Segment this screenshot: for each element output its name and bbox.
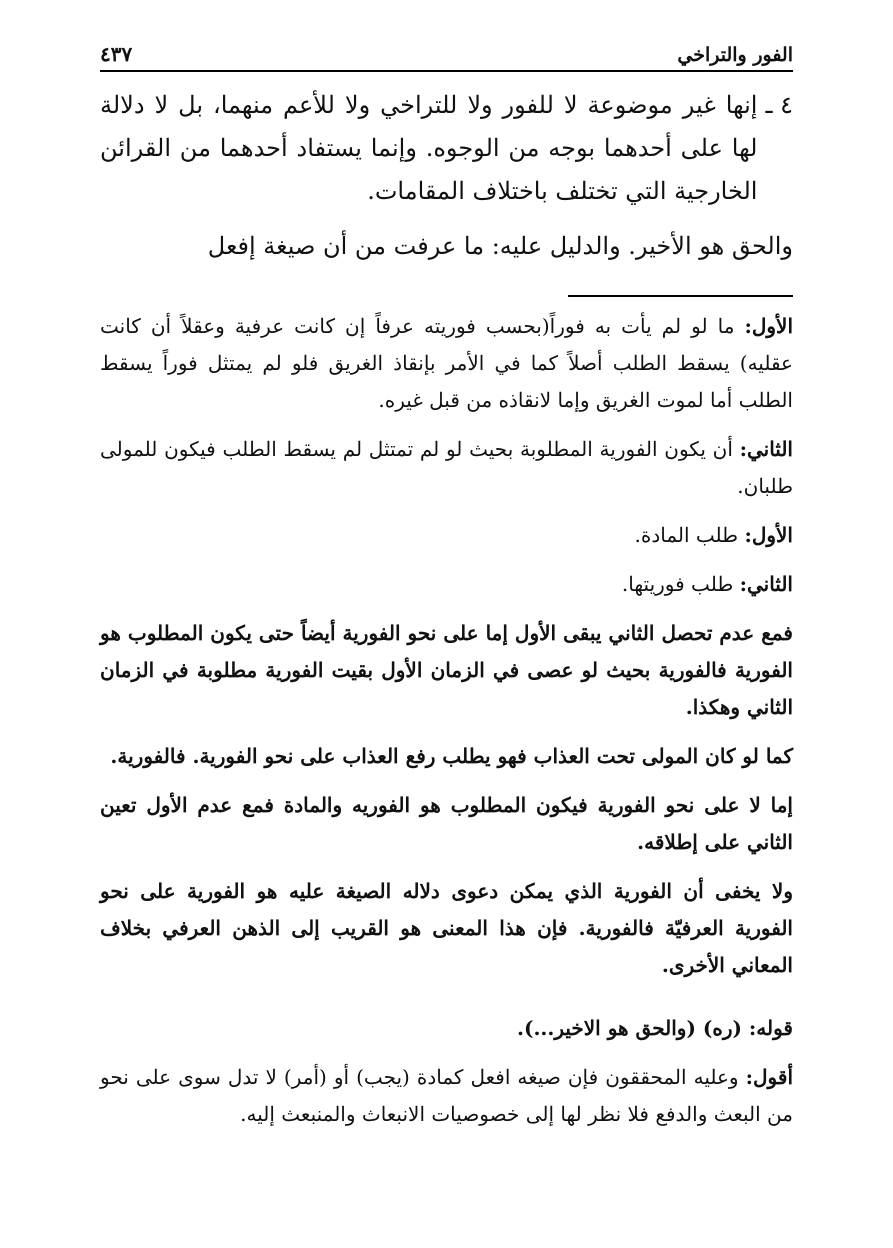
item-text: إنها غير موضوعة لا للفور ولا للتراخي ولا للأعم منهما، بل لا دلالة لها على أحدهما بوجه من الوجوه. وإنما يستفاد أحدهما من القرائن الخارجية التي تختلف باختلاف المقامات.	[100, 91, 758, 205]
page-number: ٤٣٧	[100, 42, 133, 66]
main-text	[100, 84, 793, 268]
footnote-paragraph: كما لو كان المولى تحت العذاب فهو يطلب رفع العذاب على نحو الفورية. فالفورية.	[110, 744, 793, 768]
footnote-label: الأول:	[744, 523, 793, 547]
footnote-paragraph: فمع عدم تحصل الثاني يبقى الأول إما على نحو الفورية أيضاً حتى يكون المطلوب هو الفورية فالفورية بحيث لو عصى في الزمان الأول بقيت الفورية مطلوبة في الزمان الثاني وهكذا.	[100, 621, 793, 719]
footnote-text: طلب فوريتها.	[621, 572, 734, 596]
footnote-paragraph: ولا يخفى أن الفورية الذي يمكن دعوى دلاله الصيغة عليه هو الفورية على نحو الفورية العرفيّة فالفورية. فإن هذا المعنى هو القريب إلى الذهن العرفي بخلاف المعاني الأخرى.	[100, 879, 793, 977]
commentary-answer	[100, 1059, 793, 1133]
footnote-text: طلب المادة.	[634, 523, 739, 547]
footnote-paragraph: إما لا على نحو الفورية فيكون المطلوب هو الفوريه والمادة فمع عدم الأول تعين الثاني على إطلاقه.	[100, 793, 793, 854]
footnote-paragraph	[100, 308, 793, 419]
page-header	[100, 28, 793, 66]
footnote-label: الثاني:	[739, 572, 793, 596]
footnote-paragraph	[100, 431, 793, 505]
footnotes	[100, 308, 793, 1145]
running-title: الفور والتراخي	[677, 44, 793, 66]
footnote-label: الأول:	[744, 314, 794, 338]
footnote-paragraph	[100, 566, 793, 603]
footnote-text: أن يكون الفورية المطلوبة بحيث لو لم تمتثل لم يسقط الطلب فيكون للمولى طلبان.	[100, 437, 793, 498]
footnote-text: ما لو لم يأت به فوراً(بحسب فوريته عرفاً إن كانت عرفية وعقلاً أن كانت عقليه) يسقط الطلب أصلاً كما في الأمر بإنقاذ الغريق فلو لم يمتثل فوراً يسقط الطلب أما لموت الغريق وإما لانقاذه من قبل غيره.	[100, 314, 793, 412]
header-rule	[100, 70, 793, 72]
answer-text: وعليه المحققون فإن صيغه افعل كمادة (يجب) أو (أمر) لا تدل سوى على نحو من البعث والدفع فلا نظر لها إلى خصوصيات الانبعاث والمنبعث إليه.	[100, 1065, 793, 1126]
item-number: ٤ ـ	[765, 91, 793, 119]
commentary-quote: قوله: (ره) (والحق هو الاخير...).	[517, 1016, 793, 1040]
footnote-paragraph	[100, 517, 793, 554]
list-item-4	[100, 84, 793, 213]
footnote-label: الثاني:	[739, 437, 793, 461]
footnote-separator	[568, 295, 793, 297]
answer-label: أقول:	[745, 1065, 794, 1089]
main-paragraph: والحق هو الأخير. والدليل عليه: ما عرفت من أن صيغة إفعل	[207, 232, 793, 260]
